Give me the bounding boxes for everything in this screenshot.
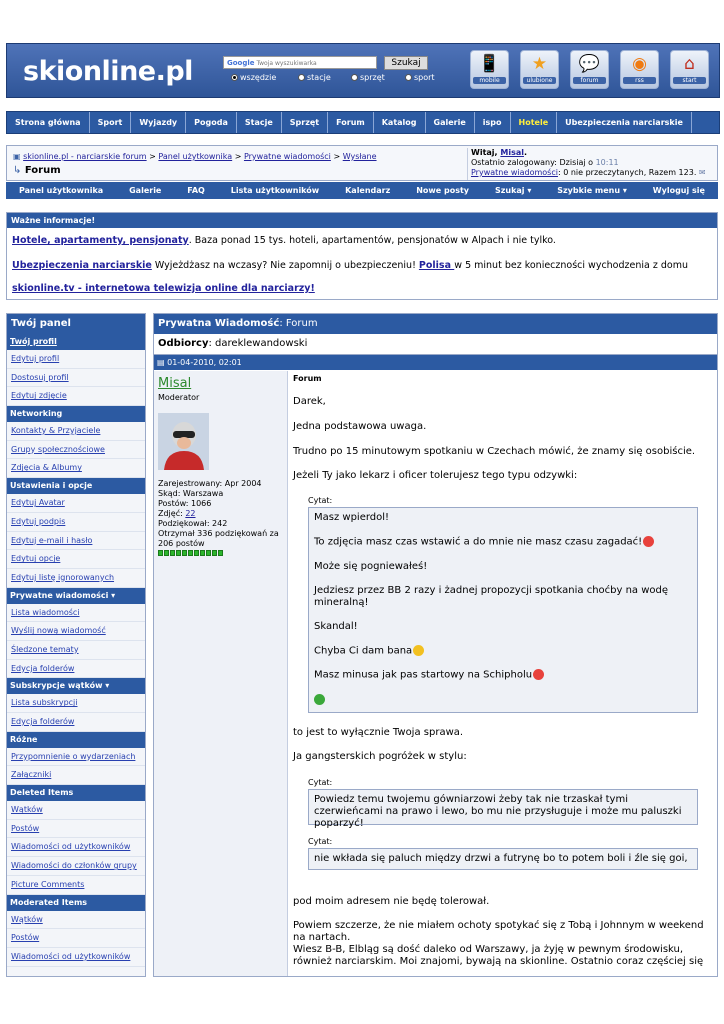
radio-icon (351, 74, 358, 81)
breadcrumb-link-pm[interactable]: Prywatne wiadomości (243, 152, 331, 161)
important-info-box (6, 212, 718, 300)
info-header: Ważne informacje! (7, 213, 717, 228)
header-mobile-link[interactable]: 📱 mobile (470, 50, 509, 89)
sidebar-item-sub-list[interactable]: Lista subskrypcji (7, 694, 145, 713)
nav-strona-glowna[interactable]: Strona główna (7, 112, 90, 133)
sidebar-section-profile[interactable]: Twój profil (7, 334, 145, 350)
sidebar-item-deleted-user-msgs[interactable]: Wiadomości od użytkowników (7, 838, 145, 857)
post-paragraph: Trudno po 15 minutowym spotkaniu w Czechach mówić, że znamy się osobiście. (293, 446, 696, 457)
forum-home-icon: ▣ (13, 152, 21, 161)
post-paragraph: Jedna podstawowa uwaga. (293, 421, 427, 432)
post-paragraph: Powiem szczerze, że nie miałem ochoty spotykać się z Tobą i Johnnym w weekend na nartach. (293, 920, 704, 943)
site-logo[interactable]: skionline.pl (23, 56, 193, 87)
post-paragraph: to jest to wyłącznie Twoja sprawa. (293, 727, 464, 738)
subnav-logout[interactable]: Wyloguj się (652, 186, 705, 195)
sidebar-item-options[interactable]: Edytuj opcje (7, 550, 145, 569)
header-start-link[interactable]: ⌂ start (670, 50, 709, 89)
nav-sprzet[interactable]: Sprzęt (282, 112, 328, 133)
info-line-insurance: Ubezpieczenia narciarskie Wyjeżdżasz na wczasy? Nie zapomnij o ubezpieczeniu! Polisa w 5 minut bez konieczności wychodzenia z domu (12, 260, 688, 271)
scope-radio-sprzet[interactable]: sprzęt (351, 73, 385, 82)
sidebar-item-signature[interactable]: Edytuj podpis (7, 513, 145, 532)
cool-emoticon-icon (413, 645, 424, 656)
subnav-newposts[interactable]: Nowe posty (416, 186, 470, 195)
nav-ubezpieczenia[interactable]: Ubezpieczenia narciarskie (557, 112, 692, 133)
breadcrumb: ▣ skionline.pl - narciarskie forum > Panel użytkownika > Prywatne wiadomości > Wysłane (13, 152, 377, 161)
search-placeholder: Twoja wyszukiwarka (256, 60, 317, 67)
quote-box: nie wkłada się paluch między drzwi a futrynę bo to potem boli i źle się goi, (308, 848, 698, 870)
nav-ispo[interactable]: ispo (475, 112, 511, 133)
sidebar-item-pm-folders[interactable]: Edycja folderów (7, 660, 145, 679)
post-title: Forum (293, 374, 322, 383)
scope-radio-stacje[interactable]: stacje (298, 73, 331, 82)
subnav-quickmenu[interactable]: Szybkie menu ▾ (557, 186, 627, 195)
sidebar-item-deleted-group-msgs[interactable]: Wiadomości do członków grupy (7, 857, 145, 876)
sidebar-item-deleted-posts[interactable]: Postów (7, 820, 145, 839)
header-rss-link[interactable]: ◉ rss (620, 50, 659, 89)
angry-emoticon-icon (643, 536, 654, 547)
sidebar-item-customize-profile[interactable]: Dostosuj profil (7, 369, 145, 388)
quote-label: Cytat: (308, 778, 333, 787)
post-body (293, 374, 713, 967)
header-favorites-link[interactable]: ★ ulubione (520, 50, 559, 89)
sidebar-item-moderated-posts[interactable]: Postów (7, 929, 145, 948)
nav-galerie[interactable]: Galerie (426, 112, 475, 133)
photos-count-link[interactable]: 22 (185, 509, 196, 518)
angry-emoticon-icon (533, 669, 544, 680)
chevron-down-icon: ▾ (105, 681, 110, 691)
sidebar-item-attachments[interactable]: Załączniki (7, 766, 145, 785)
sidebar-section-networking: Networking (7, 406, 145, 422)
radio-icon (298, 74, 305, 81)
sidebar-item-pm-list[interactable]: Lista wiadomości (7, 604, 145, 623)
main-navigation (6, 111, 720, 134)
sidebar-item-moderated-threads[interactable]: Wątków (7, 911, 145, 930)
sidebar-item-contacts[interactable]: Kontakty & Przyjaciele (7, 422, 145, 441)
post-icon: ▤ (157, 358, 165, 367)
sidebar-item-edit-profile[interactable]: Edytuj profil (7, 350, 145, 369)
breadcrumb-link-sent[interactable]: Wysłane (342, 152, 377, 161)
chevron-down-icon: ▾ (622, 186, 627, 195)
pm-link[interactable]: Prywatne wiadomości (471, 168, 558, 177)
subnav-userlist[interactable]: Lista użytkowników (230, 186, 320, 195)
nav-stacje[interactable]: Stacje (237, 112, 282, 133)
chevron-down-icon: ▾ (527, 186, 532, 195)
sidebar-item-moderated-user-msgs[interactable]: Wiadomości od użytkowników (7, 948, 145, 967)
radio-selected-icon (231, 74, 238, 81)
sidebar-section-deleted: Deleted Items (7, 785, 145, 801)
nav-hotele[interactable]: Hotele (511, 112, 558, 133)
subnav-search[interactable]: Szukaj ▾ (494, 186, 532, 195)
sidebar-title: Twój panel (7, 314, 145, 334)
sidebar-section-pm[interactable]: Prywatne wiadomości ▾ (7, 588, 145, 604)
header-forum-link[interactable]: 💬 forum (570, 50, 609, 89)
sidebar-item-pm-new[interactable]: Wyślij nową wiadomość (7, 622, 145, 641)
forum-subnav (6, 182, 718, 199)
sidebar-section-misc: Różne (7, 732, 145, 748)
mobile-icon: 📱 (478, 54, 501, 74)
post-date-bar: ▤ 01-04-2010, 02:01 (154, 355, 717, 370)
nav-pogoda[interactable]: Pogoda (186, 112, 237, 133)
radio-icon (405, 74, 412, 81)
sidebar-item-avatar[interactable]: Edytuj Avatar (7, 494, 145, 513)
post-author-role: Moderator (158, 393, 200, 402)
quote-label: Cytat: (308, 837, 333, 846)
sidebar-item-deleted-picture-comments[interactable]: Picture Comments (7, 876, 145, 895)
speech-bubble-icon: 💬 (578, 54, 601, 74)
star-icon: ★ (531, 54, 548, 74)
post-user-info (154, 371, 288, 977)
post-author-stats: Zarejestrowany: Apr 2004 Skąd: Warszawa Postów: 1066 Zdjęć: 22 Podziękował: 242 Otrzymał 336 podziękowań za 206 postów (158, 479, 286, 556)
subnav-calendar[interactable]: Kalendarz (345, 186, 391, 195)
search-input[interactable] (223, 56, 377, 69)
user-panel-sidebar (6, 313, 146, 977)
info-link-tv[interactable]: skionline.tv - internetowa telewizja online dla narciarzy! (12, 283, 315, 294)
chevron-down-icon: ▾ (111, 590, 116, 600)
subnav-galerie[interactable]: Galerie (129, 186, 162, 195)
message-recipients: Odbiorcy: dareklewandowski (154, 334, 717, 355)
welcome-panel: Witaj, Misal. Ostatnio zalogowany: Dzisiaj o 10:11 Prywatne wiadomości: 0 nie przeczytanych, Razem 123. ✉ (467, 148, 717, 180)
breadcrumb-link-panel[interactable]: Panel użytkownika (158, 152, 233, 161)
breadcrumb-link-forum[interactable]: skionline.pl - narciarskie forum (23, 152, 147, 161)
site-header (6, 43, 720, 98)
nav-wyjazdy[interactable]: Wyjazdy (131, 112, 186, 133)
sidebar-item-ignore-list[interactable]: Edytuj listę ignorowanych (7, 569, 145, 588)
sidebar-item-albums[interactable]: Zdjęcia & Albumy (7, 459, 145, 478)
info-line-tv (12, 283, 315, 294)
sidebar-section-moderated: Moderated Items (7, 895, 145, 911)
info-link-insurance[interactable]: Ubezpieczenia narciarskie (12, 260, 152, 271)
scope-radio-wszedzie[interactable]: wszędzie (231, 73, 276, 82)
avatar[interactable] (158, 413, 209, 470)
sidebar-item-reminders[interactable]: Przypomnienie o wydarzeniach (7, 748, 145, 767)
sidebar-item-email-password[interactable]: Edytuj e-mail i hasło (7, 532, 145, 551)
post-paragraph: Ja gangsterskich pogróżek w stylu: (293, 751, 467, 762)
private-message-panel (153, 313, 718, 977)
sidebar-item-edit-photo[interactable]: Edytuj zdjęcie (7, 387, 145, 406)
search-button[interactable]: Szukaj (384, 56, 428, 70)
quote-label: Cytat: (308, 496, 333, 505)
subnav-panel[interactable]: Panel użytkownika (18, 186, 104, 195)
search-brand: Google (227, 59, 255, 67)
nav-forum[interactable]: Forum (328, 112, 374, 133)
sidebar-item-tracked[interactable]: Śledzone tematy (7, 641, 145, 660)
welcome-user-link[interactable]: Misal (500, 148, 524, 157)
reputation-bar (158, 550, 286, 556)
post-paragraph: Jeżeli Ty jako lekarz i oficer tolerujesz tego typu odzywki: (293, 470, 578, 481)
pm-envelope-icon[interactable]: ✉ (698, 168, 706, 177)
globe-emoticon-icon (314, 694, 325, 705)
nav-sport[interactable]: Sport (90, 112, 132, 133)
rss-icon: ◉ (632, 54, 647, 74)
nav-katalog[interactable]: Katalog (374, 112, 426, 133)
info-link-hotels[interactable]: Hotele, apartamenty, pensjonaty (12, 235, 189, 246)
home-icon: ⌂ (684, 54, 695, 74)
info-link-polisa[interactable]: Polisa (418, 260, 455, 271)
sidebar-section-settings: Ustawienia i opcje (7, 478, 145, 494)
message-title: Prywatna Wiadomość: Forum (154, 314, 717, 334)
sidebar-section-subscriptions[interactable]: Subskrypcje wątków ▾ (7, 678, 145, 694)
subnav-faq[interactable]: FAQ (187, 186, 205, 195)
quote-box: Powiedz temu twojemu gówniarzowi żeby tak nie trzaskał tymi czerwieńcami na prawo i lewo, bo mu nie przysługuje i może mu paluszki poparzyć! (308, 789, 698, 825)
info-line-hotels: Hotele, apartamenty, pensjonaty. Baza ponad 15 tys. hoteli, apartamentów, pensjonatów w Alpach i nie tylko. (12, 235, 556, 246)
breadcrumb-current: ↳ Forum (13, 165, 61, 176)
post-paragraph: pod moim adresem nie będę tolerował. (293, 896, 490, 907)
post-paragraph: Wiesz B-B, Elbląg są dość daleko od Warszawy, ja żyję w pewnym środowisku, również narciarskim. Moi znajomi, bywają na skionline. Ostatnio coraz częściej się (293, 944, 704, 967)
sidebar-item-deleted-threads[interactable]: Wątków (7, 801, 145, 820)
post-author-name[interactable]: Misal (158, 376, 192, 391)
folder-arrow-icon: ↳ (13, 165, 22, 176)
quote-box: Masz wpierdol! To zdjęcia masz czas wstawić a do mnie nie masz czasu zagadać! Może się pogniewałeś! Jedziesz przez BB 2 razy i żadnej propozycji spotkania choćby na wodę mineralną! Skandal! Chyba Ci dam bana Masz minusa jak pas startowy na Schipholu (308, 507, 698, 713)
scope-radio-sport[interactable]: sport (405, 73, 435, 82)
sidebar-item-sub-folders[interactable]: Edycja folderów (7, 713, 145, 732)
post-paragraph: Darek, (293, 396, 326, 407)
sidebar-item-groups[interactable]: Grupy społecznościowe (7, 441, 145, 460)
breadcrumb-box (6, 145, 718, 181)
